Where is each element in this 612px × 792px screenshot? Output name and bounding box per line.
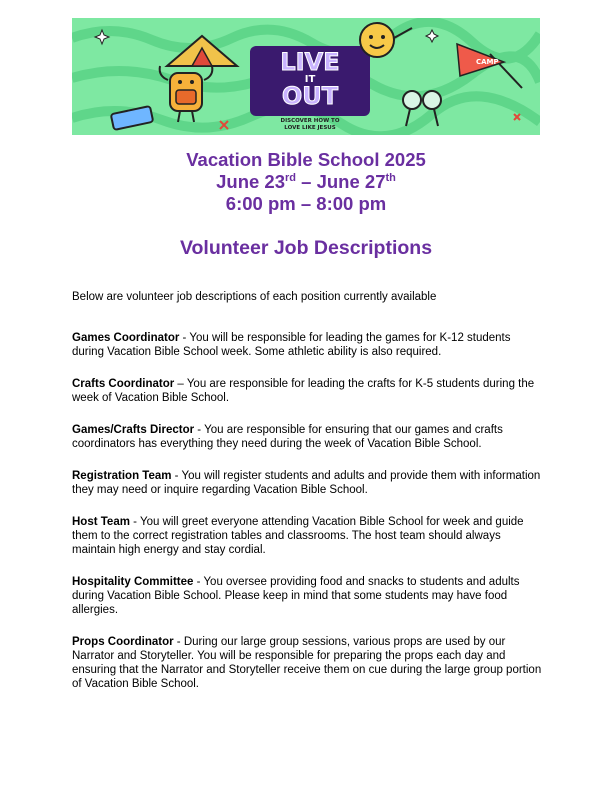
event-times: 6:00 pm – 8:00 pm: [225, 193, 387, 214]
event-title: Vacation Bible School 2025: [186, 149, 426, 170]
svg-text:OUT: OUT: [281, 82, 339, 110]
job-description: You will register students and adults and provide them with information they may need or inquire regarding Vacation Bible School.: [72, 470, 541, 496]
job-title: Games/Crafts Director: [72, 424, 195, 436]
svg-text:LOVE LIKE JESUS: LOVE LIKE JESUS: [284, 125, 336, 131]
job-description: You are responsible for ensuring that our games and crafts coordinators has everything they need during the week of Vacation Bible School.: [72, 424, 503, 450]
svg-text:IT: IT: [304, 74, 316, 85]
job-registration-team: Registration Team - You will register students and adults and provide them with information they may need or inquire regarding Vacation Bible School.: [72, 470, 541, 496]
job-list: [72, 331, 542, 709]
job-hospitality-committee: Hospitality Committee - You oversee providing food and snacks to students and adults during Vacation Bible School. Please keep in mind that some students may have food allergies.: [72, 576, 520, 616]
job-title: Props Coordinator: [72, 636, 174, 648]
page-header: [0, 149, 612, 260]
intro-text: Below are volunteer job descriptions of each position currently available: [72, 291, 437, 303]
job-host-team: Host Team - You will greet everyone attending Vacation Bible School for week and guide them to the correct registration tables and classrooms. The host team should always maintain high energy and stay cordial.: [72, 516, 524, 556]
job-games-coordinator: Games Coordinator - You will be responsible for leading the games for K-12 students during Vacation Bible School week. Some athletic ability is also required.: [72, 332, 511, 358]
svg-text:LIVE: LIVE: [280, 48, 340, 76]
job-description: During our large group sessions, various props are used by our Narrator and Storyteller. You will be responsible for preparing the props each day and ensuring that the Narrator and Storyteller receive them on cue during the large group portion of Vacation Bible School.: [72, 636, 542, 690]
svg-text:DISCOVER HOW TO: DISCOVER HOW TO: [280, 118, 340, 124]
job-description: You will be responsible for leading the games for K-12 students during Vacation Bible School week. Some athletic ability is also required.: [72, 332, 511, 358]
banner-illustration: [72, 18, 540, 135]
job-description: You oversee providing food and snacks to students and adults during Vacation Bible School. Please keep in mind that some students may have food allergies.: [72, 576, 520, 616]
job-title: Crafts Coordinator: [72, 378, 175, 390]
job-games-crafts-director: Games/Crafts Director - You are responsible for ensuring that our games and crafts coordinators has everything they need during the week of Vacation Bible School.: [72, 424, 503, 450]
job-description: You are responsible for leading the crafts for K-5 students during the week of Vacation Bible School.: [72, 378, 535, 404]
job-title: Registration Team: [72, 470, 172, 482]
svg-text:CAMP: CAMP: [476, 58, 499, 66]
x-mark-icon: [220, 114, 520, 129]
job-title: Host Team: [72, 516, 130, 528]
section-heading: Volunteer Job Descriptions: [179, 237, 433, 259]
event-dates: June 23rd – June 27th: [216, 171, 396, 192]
job-props-coordinator: Props Coordinator - During our large group sessions, various props are used by our Narrator and Storyteller. You will be responsible for preparing the props each day and ensuring that the Narrator and Storyteller receive them on cue during the large group portion of Vacation Bible School.: [72, 636, 542, 690]
live-it-out-logo: [250, 46, 370, 131]
job-crafts-coordinator: Crafts Coordinator – You are responsible for leading the crafts for K-5 students during the week of Vacation Bible School.: [72, 378, 535, 404]
job-description: You will greet everyone attending Vacation Bible School for week and guide them to the correct registration tables and classrooms. The host team should always maintain high energy and stay cordial.: [72, 516, 524, 556]
job-title: Hospitality Committee: [72, 576, 194, 588]
vbs-banner: [72, 18, 540, 135]
job-title: Games Coordinator: [72, 332, 180, 344]
